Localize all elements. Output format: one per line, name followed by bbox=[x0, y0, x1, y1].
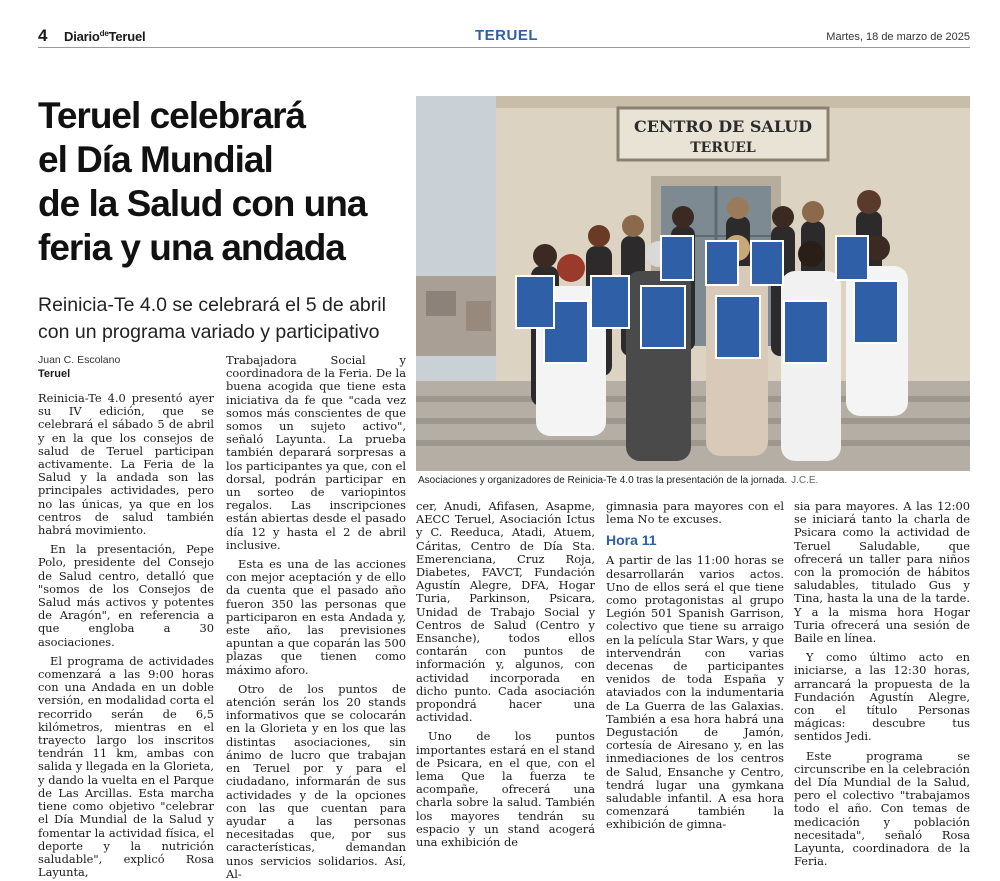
sign-line-2: TERUEL bbox=[690, 140, 756, 156]
paragraph: Trabajadora Social y coordinadora de la Feria. De la buena acogida que tiene esta iniciativa da fe que "cada vez somos más conscientes de que somos un sujeto activo", señaló Layunta. La prueba también deparará sorpresas a los participantes ya que, con el dorsal, podrán participar en un sorteo de variopintos regalos. Las inscripciones están abiertas desde el pasado día 12 y hasta el 2 de abril inclusive. bbox=[226, 353, 406, 552]
paragraph: gimnasia para mayores con el lema No te excuses. bbox=[606, 499, 784, 527]
headline-line: de la Salud con una bbox=[38, 183, 367, 224]
paragraph: Y como último acto en iniciarse, a las 12:30 horas, arrancará la propuesta de la Fundación Agustín Alegre, con el título Personas mágicas: descubre tus sentidos Jedi. bbox=[794, 650, 970, 744]
photo-caption bbox=[418, 475, 970, 486]
article-column-4 bbox=[606, 499, 784, 832]
paragraph: Otro de los puntos de atención serán los 20 stands informativos que se colocarán en la Glorieta y en los que las distintas asociaciones, sin ánimo de lucro que trabajan en Teruel por y para el ciudadano, informarán de sus actividades y de la opciones con las que cuentan para ayudar a las personas necesitadas que, por sus características, demandan unos servicios solidarios. Así, Al- bbox=[226, 681, 406, 881]
section-name: TERUEL bbox=[475, 27, 538, 44]
page-number: 4 bbox=[38, 26, 48, 45]
paragraph: cer, Anudi, Afifasen, Asapme, AECC Teruel, Asociación Ictus y C. Reeduca, Atadi, Atuem, Cáritas, Centro de Día Sta. Emerenciana, Cruz Roja, Diabetes, FAVCT, Fundación Agustín Alegre, DFA, Hogar Turia, Parkinson, Psicara, Unidad de Trabajo Social y Centros de Salud (Centro y Ensanche), todos ellos contarán con puntos de información y, algunos, con actividad incorporada en dicho punto. Cada asociación propondrá hacer una actividad. bbox=[416, 499, 595, 725]
photo-illustration bbox=[416, 96, 970, 471]
subheadline bbox=[38, 292, 418, 346]
section-heading-hora-11: Hora 11 bbox=[606, 532, 657, 549]
subhead-line: Reinicia-Te 4.0 se celebrará el 5 de abril bbox=[38, 294, 386, 316]
dateline-place: Teruel bbox=[38, 368, 71, 380]
subhead-line: con un programa variado y participativo bbox=[38, 321, 380, 343]
paragraph: Uno de los puntos importantes estará en el stand de Psicara, en el que, con el lema Que la fuerza te acompañe, ofrecerá una charla sobre la salud. También los mayores tendrán su espacio y un stand acogerá una exhibición de bbox=[416, 729, 595, 850]
newspaper-logo bbox=[64, 29, 145, 44]
caption-text: Asociaciones y organizadores de Reinicia-Te 4.0 tras la presentación de la jornada. bbox=[418, 475, 788, 486]
paragraph: A partir de las 11:00 horas se desarrollarán varios actos. Uno de ellos será el que tiene como protagonistas al grupo Legión 501 Spanish Garrison, colectivo que tiene su arraigo en la película Star Wars, y que intervendrán con varias decenas de participantes venidos de toda España y ataviados con la indumentaria de La Guerra de las Galaxias. También a esa hora habrá una Degustación de Jamón, cortesía de Airesano y, en las inmediaciones de los centros de Salud, Ensanche y Centro, tendrá lugar una gymkana saludable infantil. A esa hora comenzará también la exhibición de gimna- bbox=[606, 553, 784, 832]
article-column-5 bbox=[794, 499, 970, 869]
header-rule bbox=[38, 47, 970, 48]
paragraph: Reinicia-Te 4.0 presentó ayer su IV edición, que se celebrará el sábado 5 de abril y en la que los consejos de salud de Teruel participan activamente. La Feria de la Salud y la andada son las principales actividades, pero no las únicas, ya que en los centros de salud también habrá movimiento. bbox=[38, 391, 214, 538]
headline-line: el Día Mundial bbox=[38, 139, 273, 180]
photo-credit: J.C.E. bbox=[791, 475, 819, 486]
article-column-3 bbox=[416, 499, 595, 850]
paragraph: El programa de actividades comenzará a las 9:00 horas con una Andada en un doble versión, en modalidad corta el recorrido serán de 6,5 kilómetros, mientras en el trayecto largo los inscritos tendrán 11 km, ambas con salida y llegada en la Glorieta, y dando la vuelta en el Parque de Las Arcillas. Esta marcha tiene como objetivo "celebrar el Día Mundial de la Salud y fomentar la actividad física, el deporte y la nutrición saludable", explicó Rosa Layunta, bbox=[38, 653, 214, 880]
paragraph: Este programa se circunscribe en la celebración del Día Mundial de la Salud, pero el colectivo "trabajamos todo el año. Con temas de medicación y población necesitada", señaló Rosa Layunta, coordinadora de la Feria. bbox=[794, 748, 970, 869]
paragraph: En la presentación, Pepe Polo, presidente del Consejo de Salud centro, detalló que "somos de los Consejos de Salud más activos y potentes de Aragón", en referencia a que engloba a 30 asociaciones. bbox=[38, 542, 214, 649]
logo-word-diario: Diario bbox=[64, 29, 100, 44]
author-byline: Juan C. Escolano bbox=[38, 354, 121, 366]
headline-line: Teruel celebrará bbox=[38, 95, 306, 136]
logo-word-de: de bbox=[99, 29, 109, 38]
logo-word-teruel: Teruel bbox=[108, 29, 146, 44]
headline bbox=[38, 94, 418, 270]
paragraph: sia para mayores. A las 12:00 se iniciará tanto la charla de Psicara como la actividad de Teruel Saludable, que ofrecerá un taller para niños con la promoción de hábitos saludables, titulado Gus y Tina, hasta la una de la tarde. Y a la misma hora Hogar Turia ofrecerá una sesión de Baile en línea. bbox=[794, 499, 970, 646]
paragraph: Esta es una de las acciones con mejor aceptación y de ello da cuenta que el pasado año fueron 350 las personas que participaron en esta Andada y, este año, las previsiones apuntan a que coparán las 500 plazas que tienen como máximo aforo. bbox=[226, 557, 406, 677]
issue-date: Martes, 18 de marzo de 2025 bbox=[826, 31, 970, 43]
headline-line: feria y una andada bbox=[38, 227, 345, 268]
article-column-1 bbox=[38, 391, 214, 880]
article-photo bbox=[416, 96, 970, 471]
article-column-2 bbox=[226, 353, 406, 881]
sign-line-1: CENTRO DE SALUD bbox=[633, 117, 813, 136]
